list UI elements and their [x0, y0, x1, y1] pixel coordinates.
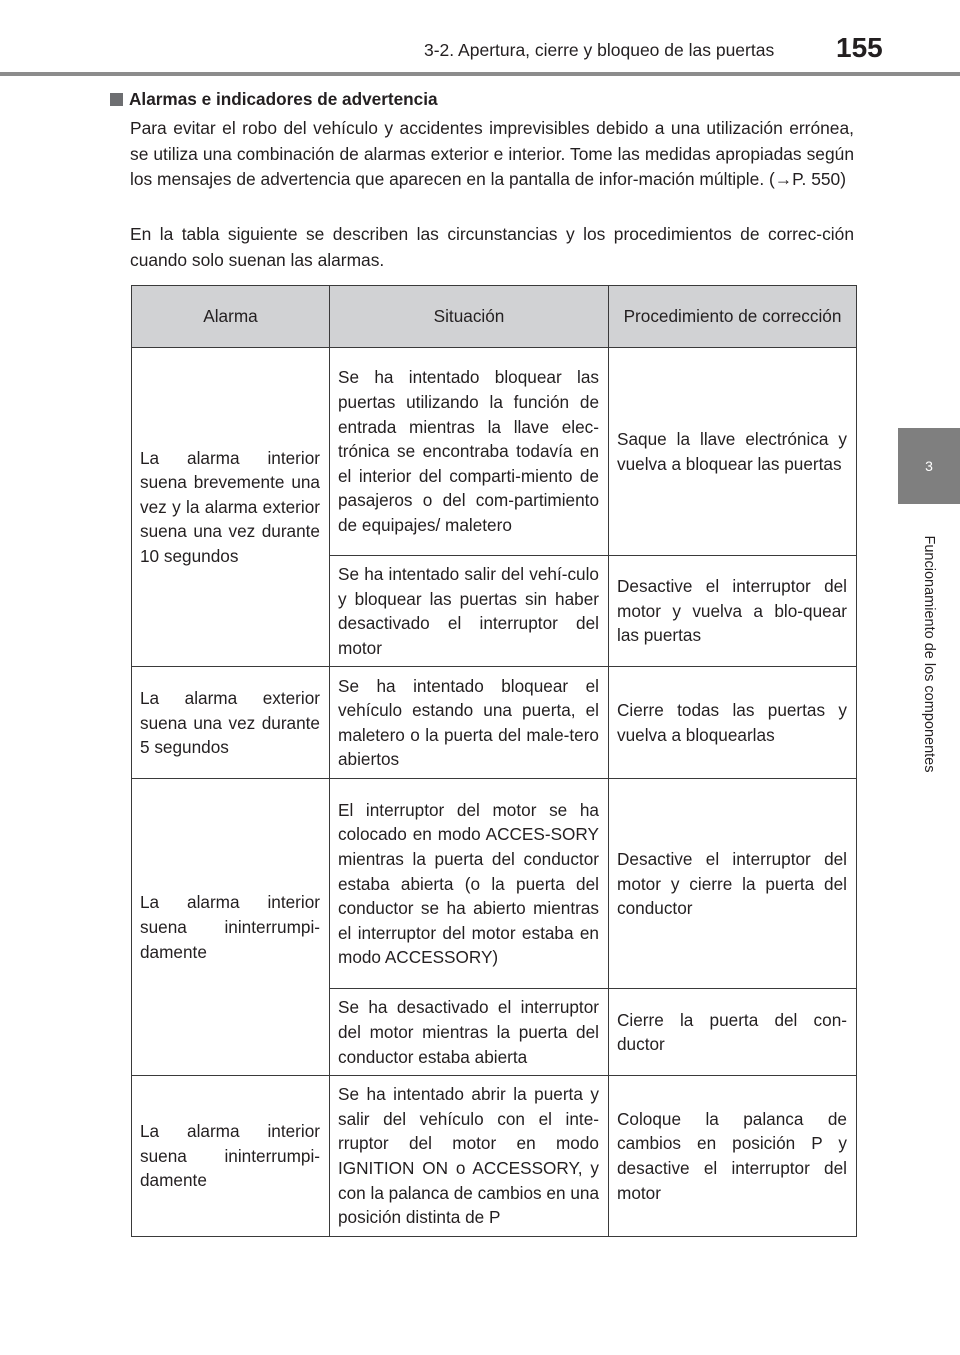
table-row	[132, 1076, 857, 1237]
alarm-cell: La alarma interior suena ininterrumpi-damente	[132, 779, 330, 1076]
table-row	[132, 667, 857, 779]
procedure-cell: Coloque la palanca de cambios en posición P y desactive el interruptor del motor	[609, 1076, 857, 1237]
situation-cell: Se ha intentado bloquear las puertas utilizando la función de entrada mientras la llave elec-trónica se encontraba todavía en el interior del comparti-miento de pasajeros o del com-partimiento de equipajes/ maletero	[330, 348, 609, 556]
alarm-cell: La alarma interior suena ininterrumpi-damente	[132, 1076, 330, 1237]
section-heading-text: Alarmas e indicadores de advertencia	[129, 89, 438, 109]
header-rule	[0, 72, 960, 76]
page-number: 155	[836, 32, 883, 63]
chapter-title: Funcionamiento de los componentes	[921, 535, 937, 773]
intro-paragraph: Para evitar el robo del vehículo y accidentes imprevisibles debido a una utilización errónea, se utiliza una combinación de alarmas exterior e interior. Tome las medidas apropiadas según los mensajes de advertencia que aparecen en la pantalla de infor-mación múltiple. (→P. 550)	[130, 118, 854, 190]
section-heading	[110, 89, 438, 110]
procedure-cell: Cierre la puerta del con-ductor	[609, 989, 857, 1076]
procedure-cell: Desactive el interruptor del motor y cierre la puerta del conductor	[609, 779, 857, 989]
procedure-cell: Saque la llave electrónica y vuelva a bloquear las puertas	[609, 348, 857, 556]
situation-cell: Se ha intentado salir del vehí-culo y bloquear las puertas sin haber desactivado el interruptor del motor	[330, 556, 609, 667]
situation-cell: El interruptor del motor se ha colocado en modo ACCES-SORY mientras la puerta del conductor estaba abierta (o la puerta del conductor se ha abierto mientras el interruptor del motor estaba en modo ACCESSORY)	[330, 779, 609, 989]
section-title: 3-2. Apertura, cierre y bloqueo de las puertas	[424, 40, 775, 60]
alarm-table	[131, 285, 857, 1237]
situation-cell: Se ha intentado bloquear el vehículo estando una puerta, el maletero o la puerta del male-tero abiertos	[330, 667, 609, 779]
table-intro-paragraph: En la tabla siguiente se describen las circunstancias y los procedimientos de correc-ción cuando solo suenan las alarmas.	[130, 224, 854, 270]
table-row	[132, 779, 857, 989]
header-alarm: Alarma	[132, 286, 330, 348]
alarm-cell: La alarma interior suena brevemente una vez y la alarma exterior suena una vez durante 10 segundos	[132, 348, 330, 667]
procedure-cell: Cierre todas las puertas y vuelva a bloquearlas	[609, 667, 857, 779]
table-row	[132, 348, 857, 556]
table-header-row	[132, 286, 857, 348]
page-header	[0, 0, 960, 74]
chapter-number: 3	[925, 458, 933, 474]
situation-cell: Se ha intentado abrir la puerta y salir del vehículo con el inte-rruptor del motor en modo IGNITION ON o ACCESSORY, y con la palanca de cambios en una posición distinta de P	[330, 1076, 609, 1237]
header-procedure: Procedimiento de corrección	[609, 286, 857, 348]
header-situation: Situación	[330, 286, 609, 348]
alarm-cell: La alarma exterior suena una vez durante 5 segundos	[132, 667, 330, 779]
chapter-tab	[898, 428, 960, 504]
situation-cell: Se ha desactivado el interruptor del motor mientras la puerta del conductor estaba abierta	[330, 989, 609, 1076]
procedure-cell: Desactive el interruptor del motor y vuelva a blo-quear las puertas	[609, 556, 857, 667]
square-bullet-icon	[110, 93, 123, 106]
